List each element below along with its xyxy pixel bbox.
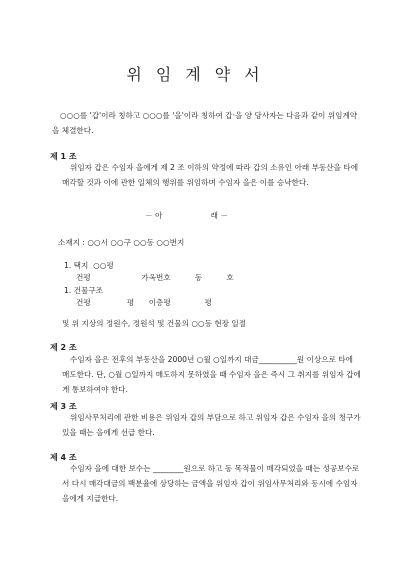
article-1-heading: 제 1 조 [50,152,77,161]
document-title: 위임계약서 [126,65,274,84]
article-1-body: 위임자 갑은 수임자 을에게 제 2 조 이하의 약정에 따라 갑의 소유인 아래 부동산을 타에 매각할 것과 이에 관한 일체의 행위를 위임하며 수임자 을은 이를 승낙한다. [62,163,361,187]
article-3-heading: 제 3 조 [50,402,77,411]
article-3-body: 위임사무처리에 관한 비용은 위임자 갑의 부담으로 하고 위임자 갑은 수임자 을의 청구가 있을 때는 을에게 선급 한다. [62,413,364,437]
article-4-body: 수임자 을에 대한 보수는 ________원으로 하고 동 목적물이 매각되었을 때는 성공보수로서 다시 매각대금의 백분율에 상당하는 금액을 위임자 갑이 위임사무처리와 동시에 수임자 을에게 지급한다. [62,464,360,503]
location-line: 소재지 : ○○시 ○○구 ○○동 ○○번지 [58,238,185,247]
building-label: 1. 건물구조 [64,286,104,295]
land-label: 1. 택지 ○○평 [64,261,114,270]
building-row: 건평 평 이층평 평 [76,298,212,307]
article-2-body: 수임자 을은 전후의 부동산을 2000년 ○월 ○일까지 대금__________원 이상으로 타에 매도한다. 단, ○월 ○일까지 매도하지 못하였을 때 수임자 을은 즉시 그 취지를 위임자 갑에게 통보하여야 한다. [62,355,361,394]
article-2-heading: 제 2 조 [50,343,77,352]
appurtenance-line: 및 위 지상의 정원수, 정원석 및 건물의 ○○등 현장 일절 [62,319,247,328]
article-4-heading: 제 4 조 [50,453,77,462]
intro-paragraph: ○○○를 '갑'이라 칭하고 ○○○를 '을'이라 칭하여 갑·을 양 당사자는 다음과 같이 위임계약을 체결한다. [52,111,358,135]
note-title: － 아 래 － [145,211,228,220]
land-row: 건평 가옥번호 동 호 [76,273,234,282]
